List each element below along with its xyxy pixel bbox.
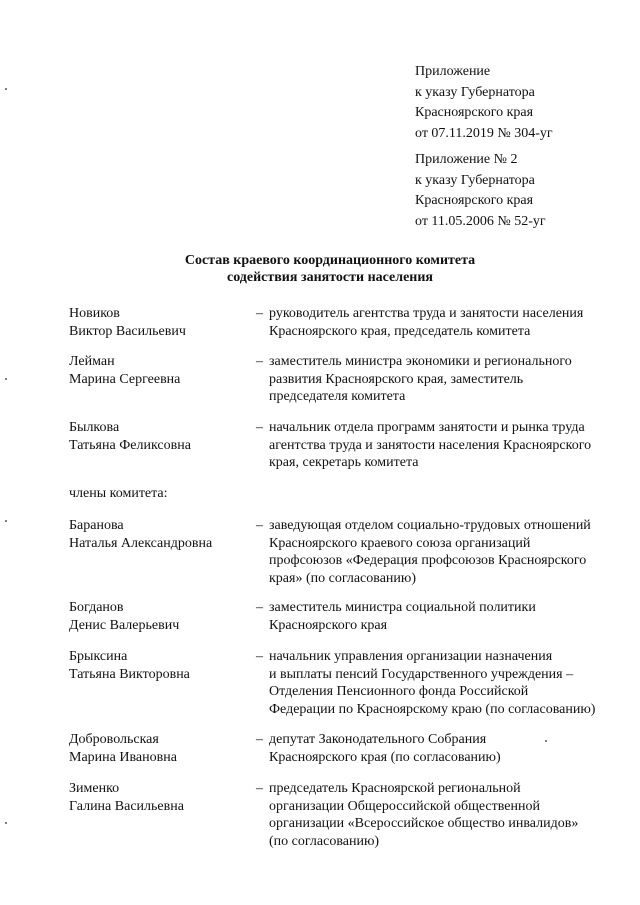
role-line: начальник отдела программ занятости и рынка труда bbox=[269, 420, 585, 435]
appendix-line: Красноярского края bbox=[415, 193, 534, 208]
role-line: заместитель министра экономики и регионального bbox=[269, 354, 572, 369]
scan-speck bbox=[545, 740, 547, 742]
role-line: и выплаты пенсий Государственного учреждения – bbox=[269, 666, 574, 682]
dash-separator: – bbox=[256, 781, 263, 796]
member-surname: Зименко bbox=[69, 781, 120, 796]
role-line: (по согласованию) bbox=[269, 833, 380, 849]
member-role bbox=[269, 305, 629, 340]
dash-separator: – bbox=[256, 306, 263, 321]
member-role bbox=[269, 780, 629, 850]
member-surname: Брыксина bbox=[69, 649, 128, 664]
role-line: развития Красноярского края, заместитель bbox=[269, 371, 524, 387]
role-line: депутат Законодательного Собрания bbox=[269, 732, 487, 747]
role-line: организации «Всероссийское общество инвалидов» bbox=[269, 816, 579, 831]
appendix-line: от 07.11.2019 № 304-уг bbox=[415, 125, 553, 141]
dash-separator: – bbox=[256, 649, 263, 664]
dash-separator: – bbox=[256, 354, 263, 369]
appendix-line: к указу Губернатора bbox=[415, 172, 535, 188]
role-line: заместитель министра социальной политики bbox=[269, 600, 536, 615]
member-role bbox=[269, 517, 629, 587]
scan-speck bbox=[5, 88, 7, 90]
member-name bbox=[69, 599, 249, 634]
document-title bbox=[0, 252, 640, 286]
member-role bbox=[269, 353, 629, 406]
role-line: Отделения Пенсионного фонда Российской bbox=[269, 684, 529, 699]
role-line: края» (по согласованию) bbox=[269, 570, 417, 586]
member-name bbox=[69, 305, 249, 340]
member-name bbox=[69, 353, 249, 388]
member-role bbox=[269, 731, 629, 766]
role-line: организации Общероссийской общественной bbox=[269, 798, 540, 814]
member-surname: Добровольская bbox=[69, 732, 159, 747]
member-surname: Лейман bbox=[69, 354, 115, 369]
members-label: члены комитета: bbox=[69, 486, 168, 501]
member-name bbox=[69, 419, 249, 454]
member-given-name: Татьяна Феликсовна bbox=[69, 437, 191, 453]
appendix-line: к указу Губернатора bbox=[415, 84, 535, 100]
scan-speck bbox=[5, 378, 7, 380]
appendix-line: Красноярского края bbox=[415, 105, 534, 120]
member-name bbox=[69, 648, 249, 683]
role-line: Федерации по Красноярскому краю (по согласованию) bbox=[269, 701, 596, 717]
appendix-header-current bbox=[415, 62, 553, 144]
dash-separator: – bbox=[256, 732, 263, 747]
member-surname: Новиков bbox=[69, 306, 120, 321]
dash-separator: – bbox=[256, 420, 263, 435]
role-line: края, секретарь комитета bbox=[269, 455, 419, 470]
member-name bbox=[69, 780, 249, 815]
dash-separator: – bbox=[256, 518, 263, 533]
scan-speck bbox=[5, 822, 7, 824]
member-surname: Былкова bbox=[69, 420, 120, 435]
role-line: председателя комитета bbox=[269, 389, 406, 404]
scan-speck bbox=[5, 520, 7, 522]
member-given-name: Виктор Васильевич bbox=[69, 323, 186, 339]
appendix-line: от 11.05.2006 № 52-уг bbox=[415, 213, 546, 229]
appendix-header-original bbox=[415, 150, 546, 232]
role-line: Красноярского края bbox=[269, 617, 388, 633]
role-line: Красноярского краевого союза организаций bbox=[269, 535, 531, 551]
appendix-line: Приложение № 2 bbox=[415, 152, 518, 167]
role-line: агентства труда и занятости населения Красноярского bbox=[269, 437, 592, 453]
member-given-name: Марина Ивановна bbox=[69, 749, 177, 765]
role-line: начальник управления организации назначения bbox=[269, 649, 553, 664]
role-line: профсоюзов «Федерация профсоюзов Красноярского bbox=[269, 553, 587, 568]
member-name bbox=[69, 731, 249, 766]
role-line: Красноярского края (по согласованию) bbox=[269, 749, 501, 765]
role-line: Красноярского края, председатель комитета bbox=[269, 323, 531, 339]
title-line-2: содействия занятости населения bbox=[226, 270, 434, 285]
member-given-name: Галина Васильевна bbox=[69, 798, 184, 814]
title-line-1: Состав краевого координационного комитета bbox=[184, 253, 476, 268]
role-line: заведующая отделом социально-трудовых отношений bbox=[269, 518, 591, 533]
member-role bbox=[269, 648, 629, 718]
role-line: председатель Красноярской региональной bbox=[269, 781, 521, 796]
member-role bbox=[269, 419, 629, 472]
member-role bbox=[269, 599, 629, 634]
appendix-line: Приложение bbox=[415, 64, 491, 79]
member-surname: Баранова bbox=[69, 518, 124, 533]
member-given-name: Марина Сергеевна bbox=[69, 371, 181, 387]
member-given-name: Татьяна Викторовна bbox=[69, 666, 190, 682]
member-given-name: Наталья Александровна bbox=[69, 535, 213, 551]
member-surname: Богданов bbox=[69, 600, 124, 615]
role-line: руководитель агентства труда и занятости населения bbox=[269, 306, 584, 321]
member-given-name: Денис Валерьевич bbox=[69, 617, 180, 633]
dash-separator: – bbox=[256, 600, 263, 615]
member-name bbox=[69, 517, 249, 552]
